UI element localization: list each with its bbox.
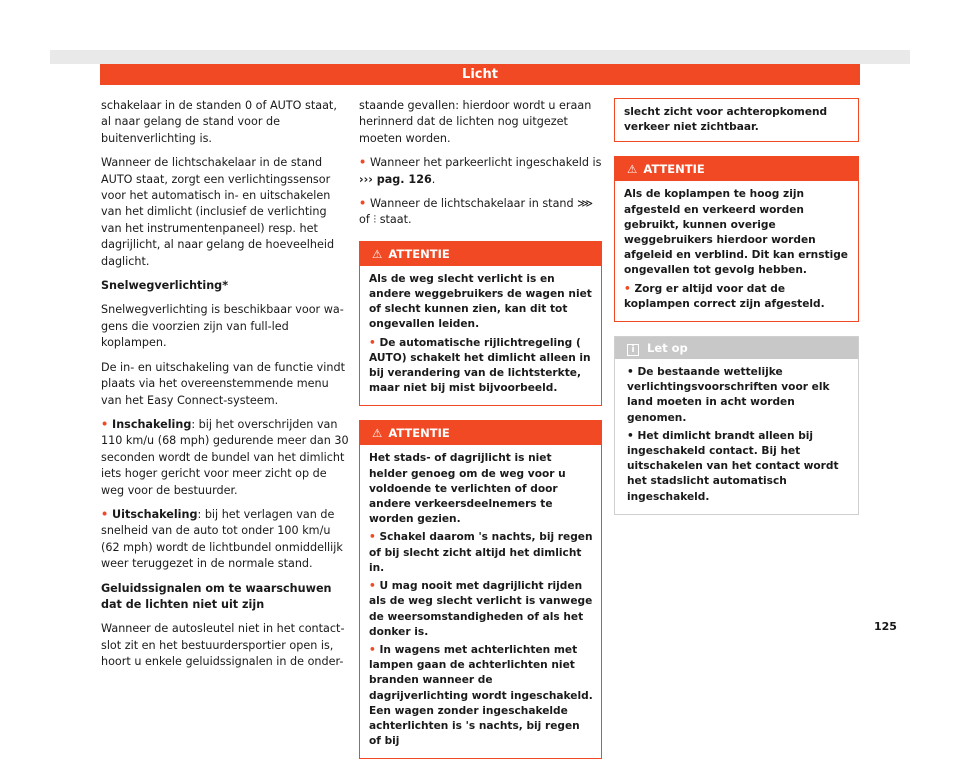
bullet-item: • Wanneer de lichtschakelaar in stand ⋙ of ⫶ staat. [359,197,594,227]
page-reference-link[interactable]: ››› pag. 126 [359,172,432,186]
bullet-icon: • [359,197,371,211]
warning-body [360,266,601,406]
column-1 [101,98,349,679]
bullet-icon: • [369,531,380,544]
warning-triangle-icon: ⚠ [372,426,383,441]
paragraph: De in- en uitschakeling van de functie vindt plaats via het overeenstemmende menu van het Easy Connect-systeem. [101,360,345,407]
warning-text: Als de weg slecht verlicht is en andere weggebruikers de wagen niet of slecht kunnen zien, kan dit tot ongevallen leiden. [369,272,592,331]
note-box [614,336,859,515]
subheading: Geluidssignalen om te waarschuwen dat de lichten niet uit zijn [101,581,332,611]
warning-continuation: slecht zicht voor achteropkomend verkeer niet zichtbaar. [614,98,859,142]
bullet-icon: • [359,156,371,170]
paragraph: staande gevallen: hierdoor wordt u eraan herinnerd dat de lichten nog uitgezet moeten worden. [359,99,592,145]
paragraph: Snelwegverlichting is beschikbaar voor wagens die voorzien zijn van full-led koplampen. [101,303,344,350]
note-bullet: • De bestaande wettelijke verlichtingsvoorschriften voor elk land moeten in acht worden genomen. [627,366,830,424]
bullet-icon: • [369,580,380,593]
subheading: Snelwegverlichting* [101,279,229,293]
warning-bullet: • In wagens met achterlichten met lampen gaan de achterlichten niet branden wanneer de dagrijverlichting wordt ingeschakeld. Een wagen zonder ingeschakelde achterlichten is 's nachts, bij regen of bij [369,643,593,748]
bullet-item: • Wanneer het parkeerlicht ingeschakeld is ››› pag. 126. [359,156,602,186]
warning-triangle-icon: ⚠ [372,246,383,261]
warning-header: ⚠ ATTENTIE [615,157,858,181]
bullet-icon: • [101,507,113,521]
warning-header: ⚠ ATTENTIE [360,421,601,445]
warning-bullet: • Zorg er altijd voor dat de koplampen correct zijn afgesteld. [624,282,825,310]
warning-text: Het stads- of dagrijlicht is niet helder genoeg om de weg voor u voldoende te verlichten of door andere verkeersdeelnemers te worden gezien. [369,452,566,526]
bullet-icon: • [369,336,380,349]
paragraph: Wanneer de lichtschakelaar in de stand AUTO staat, zorgt een verlichtingssensor voor het automatisch in- en uitschakelen van het dimlicht (inclusief de verlichting van het instrumentenpaneel) resp. het dagrijlicht, al naar gelang de hoeveelheid daglicht. [101,156,335,268]
column-3 [614,98,859,515]
warning-body [615,181,858,321]
warning-text: Als de koplampen te hoog zijn afgesteld en verkeerd worden gebruikt, kunnen overige weggebruikers hierdoor worden afgeleid en verblind. Dit kan ernstige ongevallen tot gevolg hebben. [624,188,848,277]
warning-triangle-icon: ⚠ [627,162,638,177]
column-2 [359,98,602,773]
warning-bullet: • De automatische rijlichtregeling ( AUTO) schakelt het dimlicht alleen in bij verandering van de lichtsterkte, maar niet bij mist bijvoorbeeld. [369,336,591,395]
bullet-icon: • [627,429,638,442]
warning-box [614,156,859,322]
warning-box [359,420,602,759]
bullet-item: • Inschakeling: bij het overschrijden van 110 km/u (68 mph) gedurende meer dan 30 seconden wordt de bundel van het dimlicht iets hoger gericht voor meer zicht op de weg voor de bestuurder. [101,417,349,497]
note-bullet: • Het dimlicht brandt alleen bij ingeschakeld contact. Bij het uitschakelen van het contact wordt het stadslicht automatisch ingeschakeld. [627,429,839,503]
bullet-item: • Uitschakeling: bij het verlagen van de snelheid van de auto tot onder 100 km/u (62 mph) wordt de lichtbundel onmiddellijk weer teruggezet in de normale stand. [101,507,343,571]
warning-bullet: • Schakel daarom 's nachts, bij regen of bij slecht zicht altijd het dimlicht in. [369,531,593,574]
warning-header: ⚠ ATTENTIE [360,242,601,266]
info-icon: i [627,344,639,356]
page-number: 125 [874,620,897,633]
bullet-icon: • [101,417,113,431]
paragraph: schakelaar in de standen 0 of AUTO staat, al naar gelang de stand voor de buitenverlichting is. [101,99,337,145]
warning-box [359,241,602,407]
paragraph: Wanneer de autosleutel niet in het contactslot zit en het bestuurdersportier open is, hoort u enkele geluidssignalen in de onder- [101,622,345,669]
bullet-icon: • [627,366,638,379]
warning-body [360,445,601,758]
section-header: Licht [100,64,860,85]
bullet-icon: • [369,643,380,656]
warning-bullet: • U mag nooit met dagrijlicht rijden als de weg slecht verlicht is vanwege de weersomstandigheden of als het donker is. [369,580,593,638]
note-body [615,359,858,514]
bullet-icon: • [624,282,635,295]
note-header: i Let op [615,337,858,359]
